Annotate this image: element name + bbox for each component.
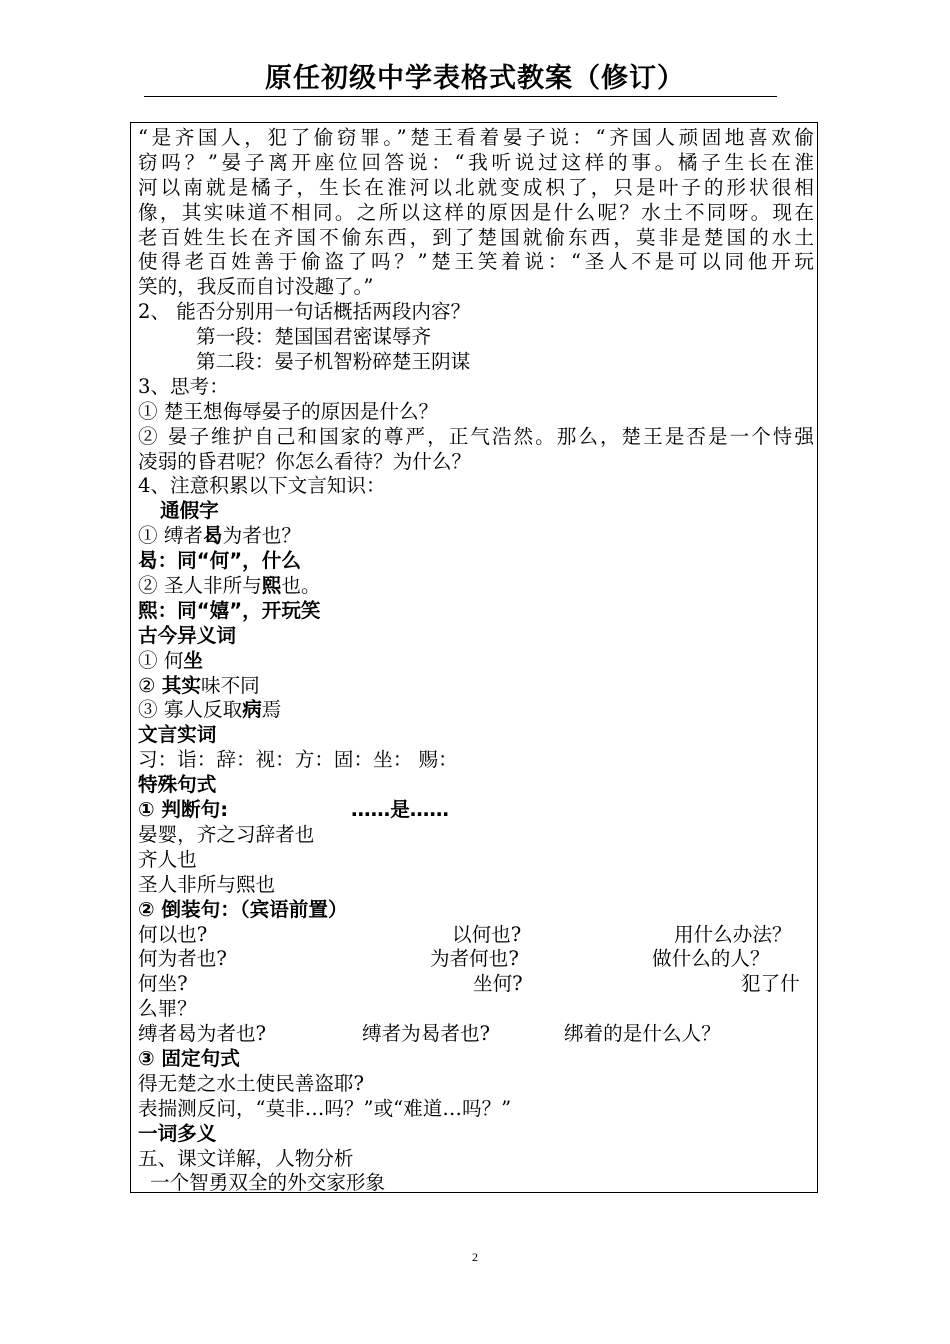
key-character: 曷 — [203, 524, 223, 548]
sentence-meaning: 犯了什 — [741, 972, 800, 996]
key-word: 其实 — [161, 673, 201, 697]
translation-line: 窃吗？”晏子离开座位回答说：“我听说过这样的事。橘子生长在淮 — [138, 150, 814, 174]
header-rule — [144, 96, 777, 97]
gujin-example-1 — [138, 649, 814, 674]
paragraph-1-summary: 第一段：楚国国君密谋辱齐 — [196, 325, 432, 349]
tongjiazi-note-1: 曷：同“何”，什么 — [138, 549, 301, 573]
daozhuang-row — [138, 923, 814, 948]
tongjiazi-example-2 — [138, 574, 814, 599]
shici-heading: 文言实词 — [138, 723, 217, 747]
translation-line: 河以南就是橘子，生长在淮河以北就变成枳了，只是叶子的形状很相 — [138, 175, 814, 199]
original-sentence: 何为者也? — [138, 947, 227, 971]
translation-line: 老百姓生长在齐国不偷东西，到了楚国就偷东西，莫非是楚国的水土 — [138, 225, 814, 249]
daozhuang-row — [138, 947, 814, 972]
key-word: 病 — [242, 698, 262, 722]
daozhuang-row — [138, 1022, 814, 1047]
example-text: ② 圣人非所与 — [138, 574, 262, 598]
daozhuang-row-cont: 么罪？ — [138, 997, 197, 1021]
original-sentence: 何坐? — [138, 972, 188, 996]
key-word: 坐 — [183, 648, 204, 672]
gujin-heading: 古今异义词 — [138, 623, 236, 647]
translation-line: 使得老百姓善于偷盗了吗？”楚王笑着说：“圣人不是可以同他开玩 — [138, 250, 814, 274]
tongjiazi-note-2: 熙：同“嬉”，开玩笑 — [138, 598, 321, 622]
sentence-meaning: 用什么办法？ — [674, 922, 792, 946]
sentence-meaning: 绑着的是什么人？ — [564, 1022, 721, 1046]
guding-explanation: 表揣测反问，“莫非…吗？”或“难道…吗？” — [138, 1096, 512, 1120]
gujin-example-2 — [138, 674, 814, 699]
translation-line: 像，其实味道不相同。之所以这样的原因是什么呢？水土不同呀。现在 — [138, 200, 814, 224]
daozhuang-heading: ② 倒装句：（宾语前置） — [138, 897, 348, 921]
example-text: ② — [138, 673, 162, 697]
question-3-item-2-cont: 凌弱的昏君呢？你怎么看待？为什么？ — [138, 449, 472, 473]
original-sentence: 何以也? — [138, 922, 208, 946]
key-character: 熙 — [261, 574, 282, 598]
example-text: ③ 寡人反取 — [138, 698, 243, 722]
panduan-example-1: 晏婴，齐之习辞者也 — [138, 822, 315, 846]
example-text: ① 缚者 — [138, 524, 204, 548]
sentence-meaning: 做什么的人？ — [652, 947, 770, 971]
section-5-line: 一个智勇双全的外交家形象 — [150, 1171, 386, 1195]
tongjiazi-heading: 通假字 — [160, 499, 219, 523]
example-text: 为者也？ — [222, 524, 301, 548]
example-text: 焉 — [261, 698, 282, 722]
lesson-content — [138, 126, 814, 1196]
panduan-example-3: 圣人非所与熙也 — [138, 872, 276, 896]
original-sentence: 缚者曷为者也? — [138, 1022, 267, 1046]
translation-line: 笑的，我反而自讨没趣了。” — [138, 275, 374, 299]
question-3: 3、思考： — [138, 374, 229, 398]
translation-line: “是齐国人，犯了偷窃罪。”楚王看着晏子说：“齐国人顽固地喜欢偷 — [138, 126, 814, 149]
question-2: 2、 能否分别用一句话概括两段内容？ — [138, 300, 471, 324]
example-text: 也。 — [281, 574, 321, 598]
guding-heading: ③ 固定句式 — [138, 1046, 240, 1070]
shici-list: 习：诣：辞：视：方：固：坐： 赐： — [138, 748, 458, 772]
page-number: 2 — [472, 1250, 478, 1264]
teshu-heading: 特殊句式 — [138, 773, 217, 797]
panduan-pattern: ……是…… — [351, 798, 449, 822]
daozhuang-row — [138, 972, 814, 997]
gujin-example-3 — [138, 698, 814, 723]
panduan-heading — [138, 798, 814, 823]
panduan-example-2: 齐人也 — [138, 847, 197, 871]
reordered-sentence: 以何也? — [452, 922, 522, 946]
example-text: 味不同 — [200, 673, 260, 697]
question-4: 4、注意积累以下文言知识： — [138, 474, 386, 498]
tongjiazi-example-1 — [138, 524, 814, 549]
question-3-item-2: ② 晏子维护自己和国家的尊严，正气浩然。那么，楚王是否是一个恃强 — [138, 424, 814, 448]
reordered-sentence: 为者何也? — [430, 947, 519, 971]
yici-heading: 一词多义 — [138, 1121, 217, 1145]
reordered-sentence: 坐何? — [473, 972, 523, 996]
reordered-sentence: 缚者为曷者也? — [362, 1022, 491, 1046]
guding-example: 得无楚之水土使民善盗耶? — [138, 1071, 365, 1095]
section-5-heading: 五、课文详解，人物分析 — [138, 1146, 354, 1170]
paragraph-2-summary: 第二段：晏子机智粉碎楚王阴谋 — [196, 350, 471, 374]
example-text: ① 何 — [138, 648, 184, 672]
question-3-item-1: ① 楚王想侮辱晏子的原因是什么？ — [138, 399, 439, 423]
page-header-title: 原任初级中学表格式教案（修订） — [265, 63, 685, 94]
panduan-label: ① 判断句: — [138, 798, 229, 822]
